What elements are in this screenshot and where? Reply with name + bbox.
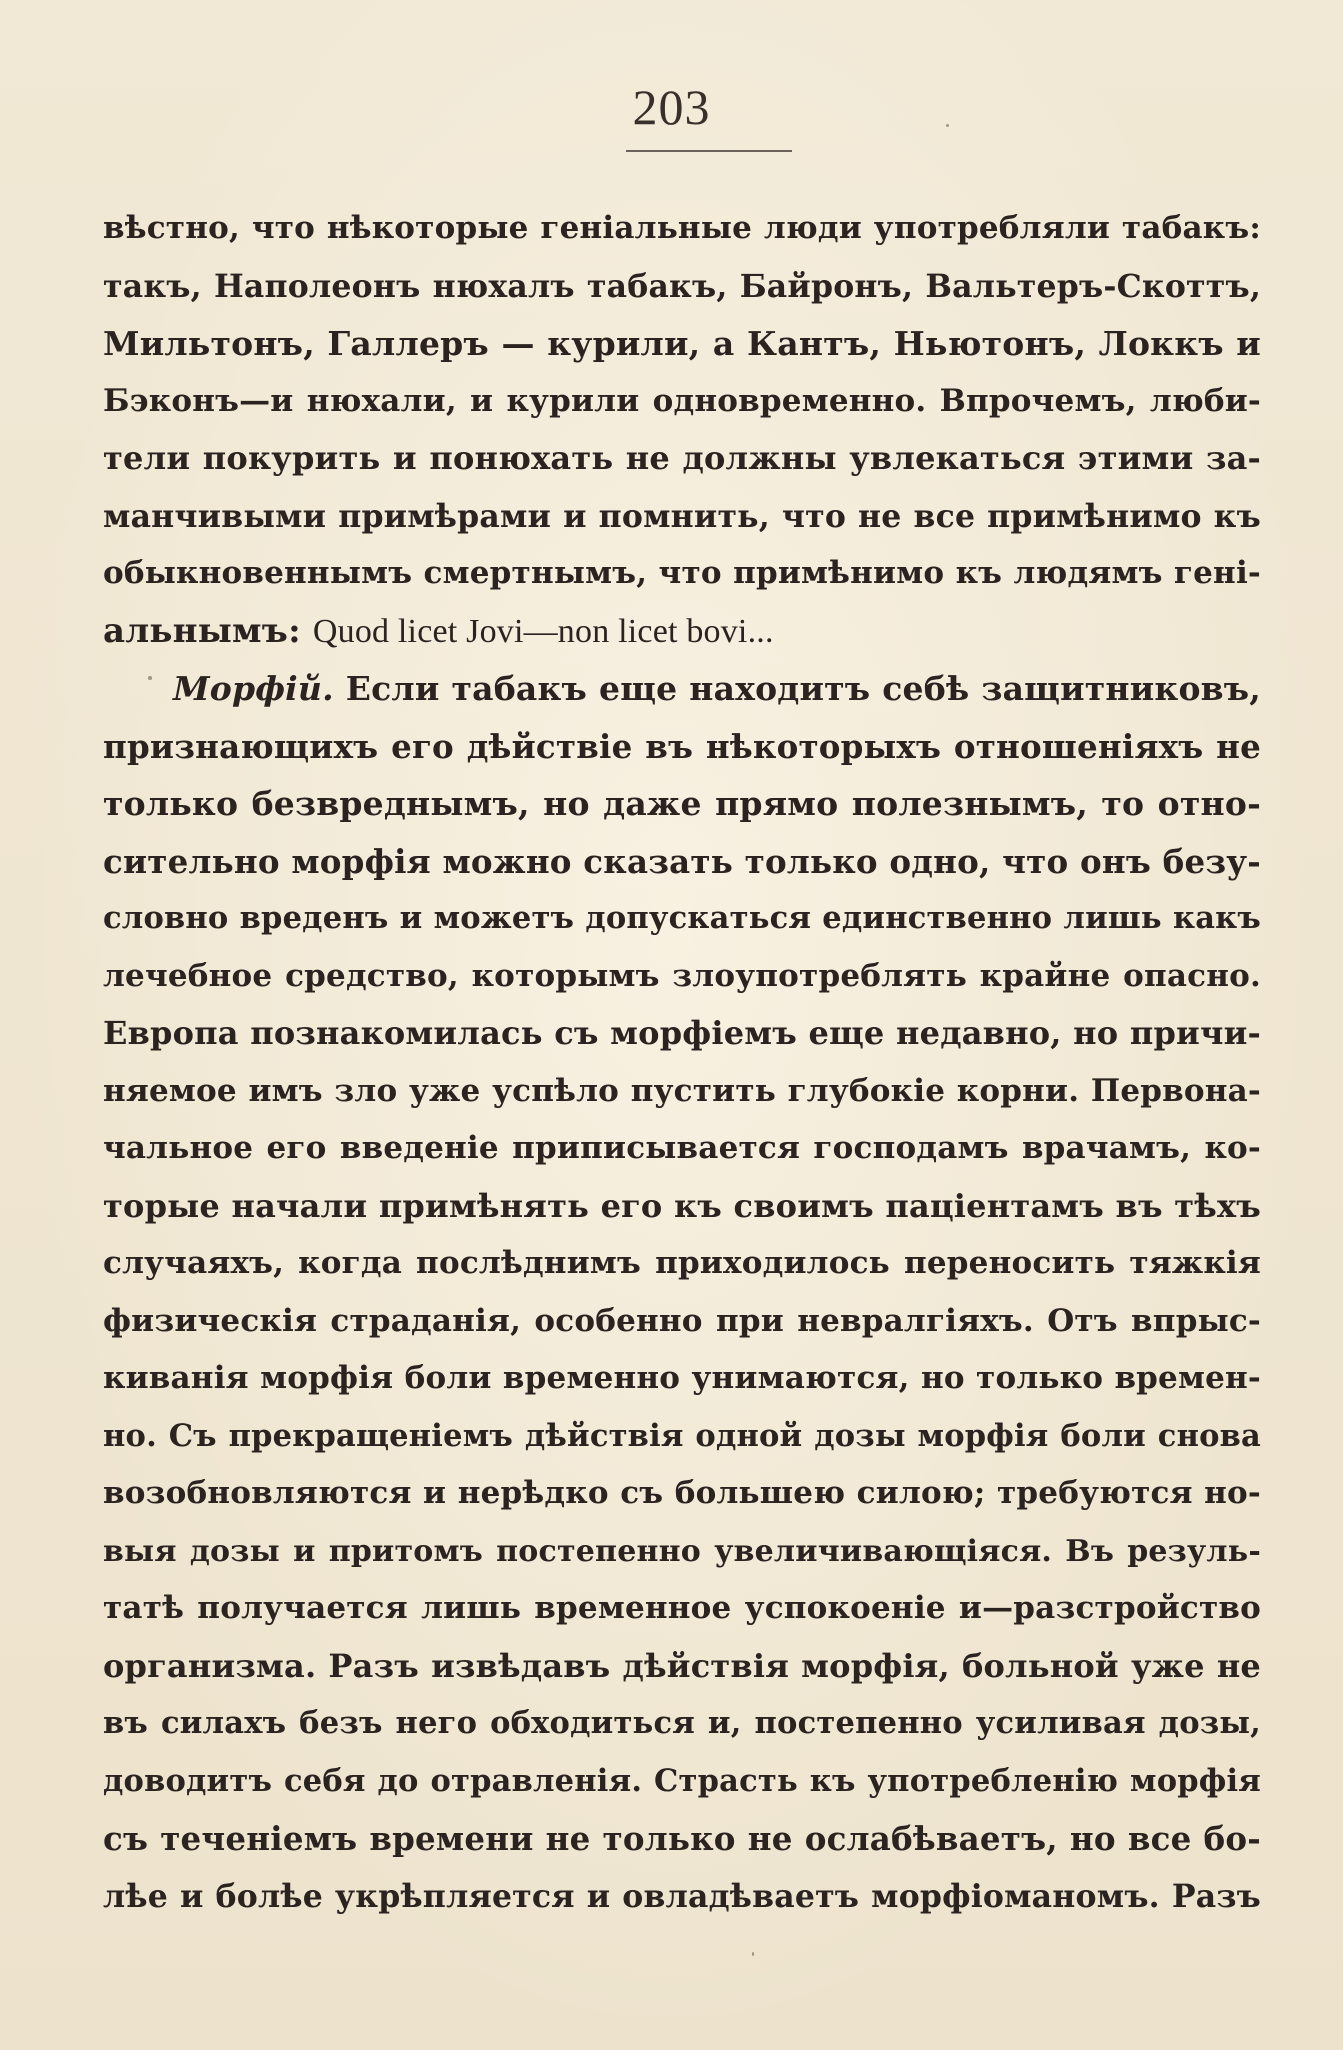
text-line: только безвреднымъ, но даже прямо полезнымъ, то отно- xyxy=(103,784,1261,823)
text-line: обыкновеннымъ смертнымъ, что примѣнимо къ людямъ гені- xyxy=(103,555,1261,591)
text-line-quote xyxy=(103,603,1261,661)
text-line: Мильтонъ, Галлеръ — курили, а Кантъ, Ньютонъ, Локкъ и xyxy=(103,324,1261,363)
paper-speck xyxy=(752,1952,754,1956)
text-line: татѣ получается лишь временное успокоеніе и—разстройство xyxy=(103,1590,1261,1626)
text-line: тели покурить и понюхать не должны увлекаться этими за- xyxy=(103,439,1261,477)
text-line: физическія страданія, особенно при невралгіяхъ. Отъ впрыс- xyxy=(103,1302,1261,1339)
text-line: вѣстно, что нѣкоторые геніальные люди употребляли табакъ: xyxy=(103,210,1261,246)
text-line: манчивыми примѣрами и помнить, что не все примѣнимо къ xyxy=(103,497,1261,535)
text-line-section-start xyxy=(103,660,1261,718)
body-text xyxy=(103,200,1261,1925)
paper-speck xyxy=(946,124,949,127)
paper-speck xyxy=(148,676,152,680)
text-span: альнымъ: xyxy=(103,610,313,651)
text-line: киванія морфія боли временно унимаются, но только времен- xyxy=(103,1360,1261,1396)
text-line: случаяхъ, когда послѣднимъ приходилось переносить тяжкія xyxy=(103,1245,1261,1281)
text-line: такъ, Наполеонъ нюхалъ табакъ, Байронъ, Вальтеръ-Скоттъ, xyxy=(103,267,1261,305)
text-line: чальное его введеніе приписывается господамъ врачамъ, ко- xyxy=(103,1130,1261,1166)
text-line: торые начали примѣнять его къ своимъ паціентамъ въ тѣхъ xyxy=(103,1186,1261,1225)
text-line: но. Съ прекращеніемъ дѣйствія одной дозы морфія боли снова xyxy=(103,1417,1261,1454)
latin-quote: Quod licet Jovi—non licet bovi... xyxy=(312,612,774,650)
text-line: доводитъ себя до отравленія. Страсть къ употребленію морфія xyxy=(103,1762,1261,1799)
text-line: признающихъ его дѣйствіе въ нѣкоторыхъ отношеніяхъ не xyxy=(103,726,1261,766)
text-line: лѣе и болѣе укрѣпляется и овладѣваетъ морфіоманомъ. Разъ xyxy=(103,1877,1261,1915)
text-line: Европа познакомилась съ морфіемъ еще недавно, но причи- xyxy=(103,1014,1261,1052)
text-line: съ теченіемъ времени не только не ослабѣваетъ, но все бо- xyxy=(103,1819,1261,1858)
text-line: возобновляются и нерѣдко съ большею силою; требуются но- xyxy=(103,1475,1261,1511)
text-span: Если табакъ еще находитъ себѣ защитниковъ, xyxy=(333,669,1261,708)
text-line: организма. Разъ извѣдавъ дѣйствія морфія, больной уже не xyxy=(103,1646,1261,1685)
text-line: выя дозы и притомъ постепенно увеличивающіяся. Въ резуль- xyxy=(103,1533,1261,1569)
page-number: 203 xyxy=(632,79,711,135)
text-line: сительно морфія можно сказать только одно, что онъ безу- xyxy=(103,841,1261,881)
text-line: словно вреденъ и можетъ допускаться единственно лишь какъ xyxy=(103,900,1261,936)
section-heading: Морфій. xyxy=(173,669,334,708)
text-line: няемое имъ зло уже успѣло пустить глубокіе корни. Первона- xyxy=(103,1072,1261,1109)
text-line: въ силахъ безъ него обходиться и, постепенно усиливая дозы, xyxy=(103,1705,1261,1741)
text-line: лечебное средство, которымъ злоупотреблять крайне опасно. xyxy=(103,957,1261,994)
text-line: Бэконъ—и нюхали, и курили одновременно. Впрочемъ, люби- xyxy=(103,382,1261,419)
header-rule xyxy=(626,150,792,152)
